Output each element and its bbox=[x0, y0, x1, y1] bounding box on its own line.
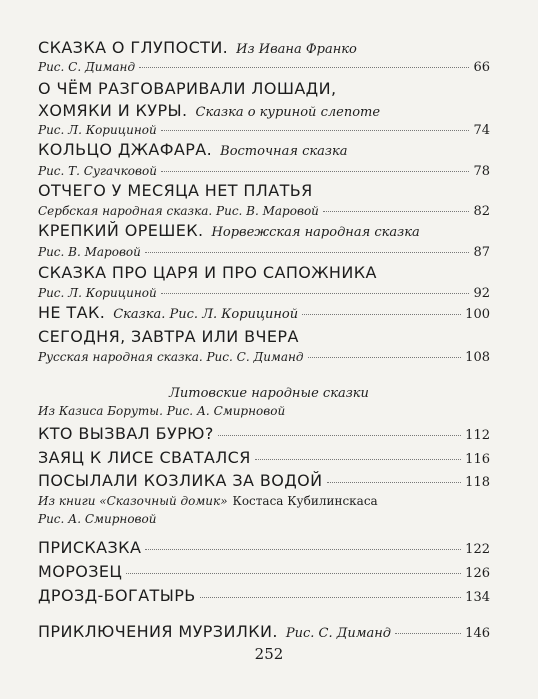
toc-credit-line bbox=[38, 245, 490, 260]
toc-credit-line bbox=[38, 164, 490, 179]
entry-page: 122 bbox=[465, 542, 490, 557]
book-note-author: Костаса Кубилинскаса bbox=[232, 494, 378, 508]
leader-dots bbox=[161, 130, 470, 131]
leader-dots bbox=[255, 459, 461, 460]
leader-dots bbox=[308, 357, 462, 358]
entry-title: КОЛЬЦО ДЖАФАРА. bbox=[38, 140, 213, 159]
entry-title: КТО ВЫЗВАЛ БУРЮ? bbox=[38, 424, 214, 443]
entry-credit: Рис. Т. Сугачковой bbox=[38, 164, 157, 178]
entry-page: 87 bbox=[473, 245, 490, 260]
entry-page: 66 bbox=[473, 60, 490, 75]
toc-title-line bbox=[38, 538, 490, 557]
entry-source: Сказка. Рис. Л. Корициной bbox=[113, 307, 299, 322]
leader-dots bbox=[145, 252, 470, 253]
entry-page: 108 bbox=[465, 350, 490, 365]
leader-dots bbox=[161, 293, 470, 294]
entry-credit: Сербская народная сказка. Рис. В. Маровой bbox=[38, 204, 319, 218]
leader-dots bbox=[327, 482, 462, 483]
entry-credit: Рис. Л. Корициной bbox=[38, 123, 157, 137]
toc-title-line bbox=[38, 303, 490, 322]
entry-page: 82 bbox=[473, 204, 490, 219]
entry-credit: Русская народная сказка. Рис. С. Диманд bbox=[38, 350, 304, 364]
toc-title-line bbox=[38, 424, 490, 443]
leader-dots bbox=[395, 633, 461, 634]
toc-title-line bbox=[38, 562, 490, 581]
page-number: 252 bbox=[254, 645, 284, 663]
entry-page: 78 bbox=[473, 164, 490, 179]
toc-title-line bbox=[38, 327, 490, 346]
toc-title-line bbox=[38, 79, 490, 98]
section-note-line bbox=[38, 404, 490, 418]
toc-title-line bbox=[38, 181, 490, 200]
entry-title: О ЧЁМ РАЗГОВАРИВАЛИ ЛОШАДИ, bbox=[38, 79, 337, 98]
entry-page: 118 bbox=[465, 475, 490, 490]
entry-page: 146 bbox=[465, 626, 490, 641]
toc-credit-line bbox=[38, 204, 490, 219]
leader-dots bbox=[200, 597, 462, 598]
leader-dots bbox=[161, 171, 470, 172]
entry-page: 112 bbox=[465, 428, 490, 443]
entry-source: Из Ивана Франко bbox=[236, 42, 357, 57]
entry-title: ПРИСКАЗКА bbox=[38, 538, 142, 557]
book-note-prefix: Из книги «Сказочный домик» bbox=[38, 494, 228, 508]
leader-dots bbox=[145, 549, 461, 550]
entry-page: 116 bbox=[465, 452, 490, 467]
entry-title: СКАЗКА О ГЛУПОСТИ. bbox=[38, 38, 229, 57]
toc-title-line bbox=[38, 101, 490, 120]
entry-page: 134 bbox=[465, 590, 490, 605]
entry-title: ДРОЗД-БОГАТЫРЬ bbox=[38, 586, 196, 605]
book-note-credit-line bbox=[38, 512, 490, 526]
toc-credit-line bbox=[38, 286, 490, 301]
entry-title: НЕ ТАК. bbox=[38, 303, 106, 322]
toc-title-line bbox=[38, 140, 490, 159]
entry-title: КРЕПКИЙ ОРЕШЕК. bbox=[38, 221, 204, 240]
toc-title-line bbox=[38, 448, 490, 467]
entry-title: МОРОЗЕЦ bbox=[38, 562, 123, 581]
leader-dots bbox=[302, 314, 461, 315]
entry-page: 126 bbox=[465, 566, 490, 581]
toc-title-line bbox=[38, 263, 490, 282]
leader-dots bbox=[218, 435, 461, 436]
entry-title: СЕГОДНЯ, ЗАВТРА ИЛИ ВЧЕРА bbox=[38, 327, 299, 346]
book-note-line bbox=[38, 494, 490, 508]
entry-title: ЗАЯЦ К ЛИСЕ СВАТАЛСЯ bbox=[38, 448, 251, 467]
book-note-credit: Рис. А. Смирновой bbox=[38, 512, 157, 526]
toc-credit-line bbox=[38, 123, 490, 138]
leader-dots bbox=[139, 67, 469, 68]
toc-title-line bbox=[38, 38, 490, 57]
section-heading: Литовские народные сказки bbox=[169, 386, 369, 401]
toc-title-line bbox=[38, 622, 490, 641]
entry-source: Восточная сказка bbox=[220, 144, 348, 159]
leader-dots bbox=[323, 211, 470, 212]
entry-title-continued: ХОМЯКИ И КУРЫ. bbox=[38, 101, 188, 120]
entry-source: Норвежская народная сказка bbox=[211, 225, 420, 240]
leader-dots bbox=[126, 573, 461, 574]
entry-title: ПОСЫЛАЛИ КОЗЛИКА ЗА ВОДОЙ bbox=[38, 471, 323, 490]
entry-title: СКАЗКА ПРО ЦАРЯ И ПРО САПОЖНИКА bbox=[38, 263, 377, 282]
entry-page: 92 bbox=[473, 286, 490, 301]
toc-title-line bbox=[38, 586, 490, 605]
entry-title: ПРИКЛЮЧЕНИЯ МУРЗИЛКИ. bbox=[38, 622, 278, 641]
toc-title-line bbox=[38, 221, 490, 240]
entry-credit: Рис. С. Диманд bbox=[285, 626, 392, 641]
entry-source: Сказка о куриной слепоте bbox=[195, 105, 381, 120]
entry-credit: Рис. Л. Корициной bbox=[38, 286, 157, 300]
toc-credit-line bbox=[38, 60, 490, 75]
toc-title-line bbox=[38, 471, 490, 490]
entry-page: 74 bbox=[473, 123, 490, 138]
entry-page: 100 bbox=[465, 307, 490, 322]
entry-title: ОТЧЕГО У МЕСЯЦА НЕТ ПЛАТЬЯ bbox=[38, 181, 313, 200]
section-note: Из Казиса Боруты. Рис. А. Смирновой bbox=[38, 404, 286, 418]
toc-credit-line bbox=[38, 350, 490, 365]
entry-credit: Рис. С. Диманд bbox=[38, 60, 136, 74]
entry-credit: Рис. В. Маровой bbox=[38, 245, 141, 259]
